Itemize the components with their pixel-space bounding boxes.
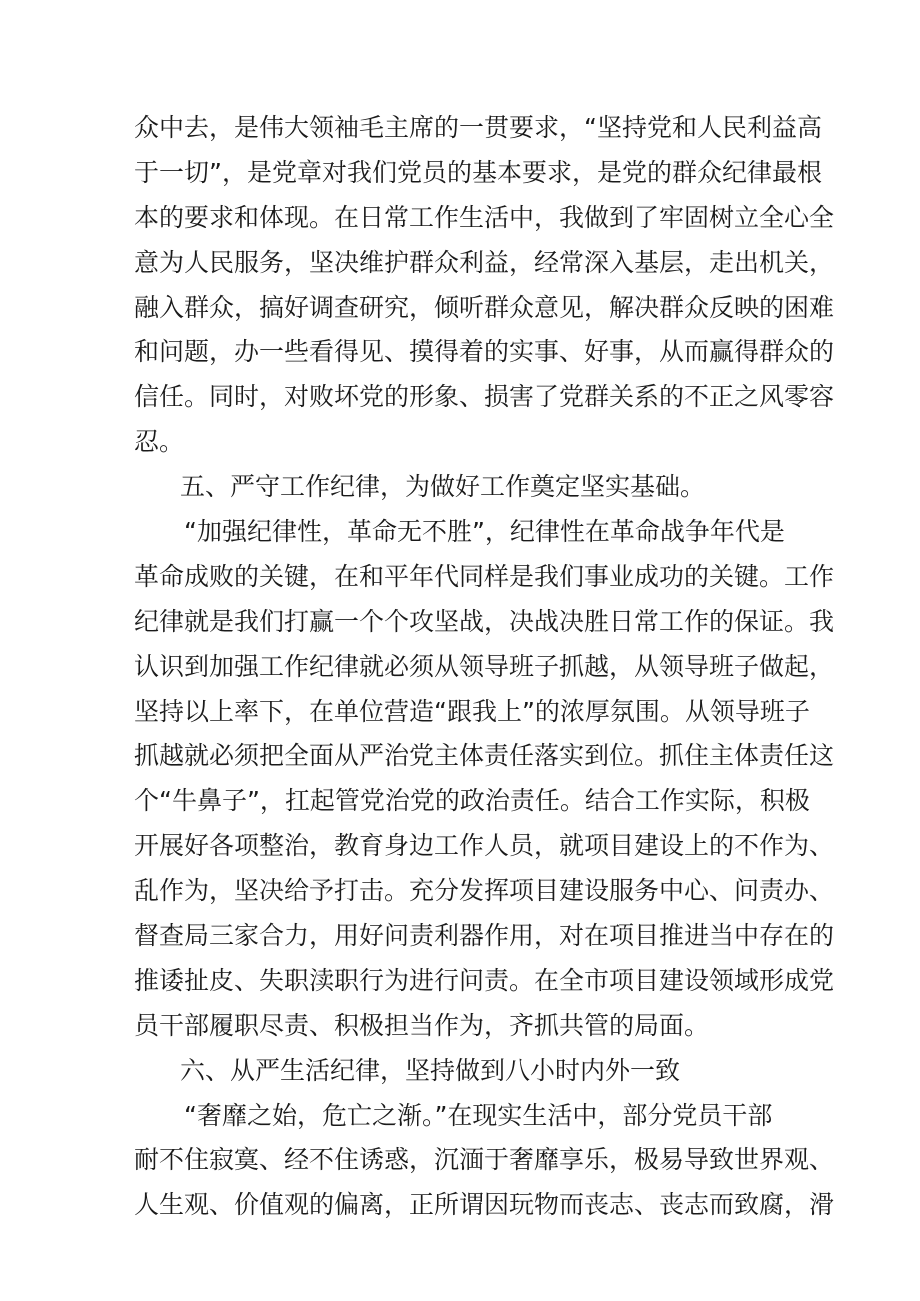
section-heading: 五、严守工作纪律，为做好工作奠定坚实基础。 (180, 472, 706, 502)
text-line: 和问题，办一些看得见、摸得着的实事、好事，从而赢得群众的 (134, 337, 835, 367)
text-line: 于一切”，是党章对我们党员的基本要求，是党的群众纪律最根 (134, 157, 822, 187)
text-line: 纪律就是我们打赢一个个攻坚战，决战决胜日常工作的保证。我 (134, 606, 835, 636)
text-line: 耐不住寂寞、经不住诱惑，沉湎于奢靡享乐，极易导致世界观、 (134, 1145, 835, 1175)
text-line: 融入群众，搞好调查研究，倾听群众意见，解决群众反映的困难 (134, 292, 835, 322)
text-line: 坚持以上率下，在单位营造“跟我上”的浓厚氛围。从领导班子 (134, 696, 810, 726)
section-heading: 六、从严生活纪律，坚持做到八小时内外一致 (180, 1055, 681, 1085)
text-line: 认识到加强工作纪律就必须从领导班子抓越，从领导班子做起， (134, 651, 835, 681)
text-line: 督查局三家合力，用好问责利器作用，对在项目推进当中存在的 (134, 921, 835, 951)
text-line: 本的要求和体现。在日常工作生活中，我做到了牢固树立全心全 (134, 202, 835, 232)
body-text (134, 106, 835, 1228)
text-line: 员干部履职尽责、积极担当作为，齐抓共管的局面。 (134, 1010, 710, 1040)
text-line: 个“牛鼻子”，扛起管党治党的政治责任。结合工作实际，积极 (134, 786, 810, 816)
text-line: “加强纪律性，革命无不胜”，纪律性在革命战争年代是 (184, 517, 785, 547)
text-line: “奢靡之始，危亡之渐。”在现实生活中，部分党员干部 (184, 1100, 773, 1130)
text-line: 信任。同时，对败坏党的形象、损害了党群关系的不正之风零容 (134, 382, 835, 412)
text-line: 抓越就必须把全面从严治党主体责任落实到位。抓住主体责任这 (134, 741, 835, 771)
text-line: 乱作为，坚决给予打击。充分发挥项目建设服务中心、问责办、 (134, 876, 835, 906)
text-line: 忍。 (134, 427, 185, 457)
text-line: 意为人民服务，坚决维护群众利益，经常深入基层，走出机关， (134, 247, 835, 277)
text-line: 推诿扯皮、失职渎职行为进行问责。在全市项目建设领域形成党 (134, 965, 835, 995)
text-line: 革命成败的关键，在和平年代同样是我们事业成功的关键。工作 (134, 561, 835, 591)
text-line: 人生观、价值观的偏离，正所谓因玩物而丧志、丧志而致腐，滑 (134, 1190, 835, 1220)
text-line: 开展好各项整治，教育身边工作人员，就项目建设上的不作为、 (134, 831, 835, 861)
text-line: 众中去，是伟大领袖毛主席的一贯要求，“坚持党和人民利益高 (134, 113, 822, 142)
